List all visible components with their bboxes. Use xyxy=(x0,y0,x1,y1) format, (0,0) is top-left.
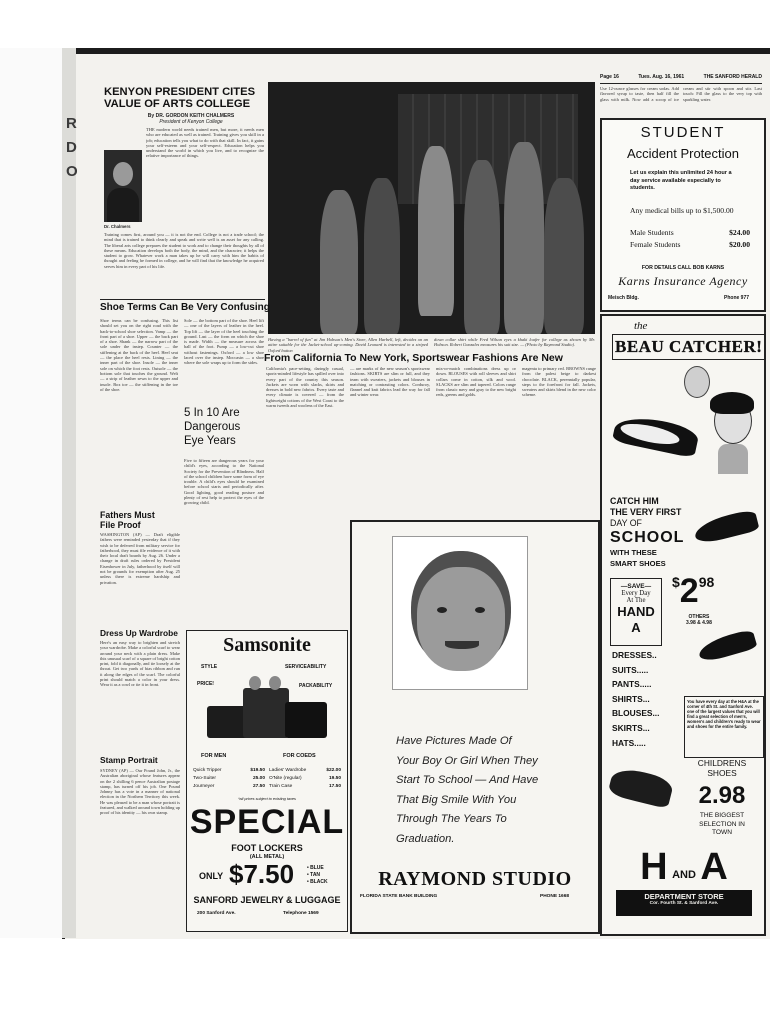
stamp-body: SYDNEY (AP) — Our Pound John, Jr., the Australian aboriginal whose features appear on the 2 shilling 6 pence Australian postage stamp, has turned off his job. One Pound Johnny has a vote in a manner of national election in the Northern Territory this week. He was pleased to be a man whose portrait is featured, and walked around town holding up proof of his identity — his own stamp. xyxy=(100,768,180,816)
store-phone: Telephone 1569 xyxy=(283,911,319,916)
samsonite-ad xyxy=(186,630,348,932)
kenyon-headline: KENYON PRESIDENT CITES VALUE OF ARTS COLLEGE xyxy=(104,86,256,110)
paper-name: THE SANFORD HERALD xyxy=(703,74,762,80)
photo-caption-right: down collar shirt while Fred Wilson eyes a khaki loafer for college as shown by Mr. Hobson. Robert Gonzales measures his suit size. — (Photo by Raymond Studio). xyxy=(434,337,595,348)
store-name: SANFORD JEWELRY & LUGGAGE xyxy=(193,895,341,905)
chalmers-caption: Dr. Chalmers xyxy=(104,224,131,229)
raymond-building: FLORIDA STATE BANK BUILDING xyxy=(360,894,438,899)
sportswear-col3: mix-or-match combinations dress up or down. BLOUSES with roll sleeves and shirt collars come in cotton, silk and wool. SLACKS are slim and tapered. Colors range from classic navy and gray to the new bright reds, greens and golds. xyxy=(436,366,516,398)
arc-left: STYLE xyxy=(201,664,218,670)
couple-illustration xyxy=(614,366,758,486)
store-address: 200 Sanford Ave. xyxy=(197,911,236,916)
oxford-illustration xyxy=(607,765,674,809)
student-accident-ad xyxy=(600,118,766,312)
biggest-selection: THE BIGGEST SELECTION IN TOWN xyxy=(699,812,745,836)
sportswear-headline: From California To New York, Sportswear Fashions Are New xyxy=(264,352,563,364)
sportswear-col4: magenta to primary red. BROWNS range from the palest beige to darkest chocolate. BLACK, perennially popular, steps to the forefront for fall. Jackets, sweaters and skirts blend in the new color scheme. xyxy=(522,366,596,398)
for-coeds-heading: FOR COEDS xyxy=(283,753,316,759)
for-men-heading: FOR MEN xyxy=(201,753,227,759)
childrens-shoes: CHILDRENS SHOES xyxy=(697,758,747,778)
arc-right: SERVICEABILITY xyxy=(285,664,327,670)
female-students-row: Female Students $20.00 xyxy=(630,240,750,249)
price-note: *all prices subject to existing taxes xyxy=(238,797,296,801)
all-metal: (ALL METAL) xyxy=(249,854,285,860)
shoe-terms-col2: Sole — the bottom part of the shoe. Heel lift — one of the layers of leather in the heel. Top lift — the layer of the heel touching the ground. Last — the form on which the shoe is made. Width — the measure across the ball of the foot. Pump — a low-cut shoe without fastenings. Oxford — a low shoe laced over the instep. Moccasin — a shoe where the sole wraps up to form the sides. xyxy=(184,318,264,366)
beau-catcher-ad xyxy=(600,314,766,936)
save-box: —SAVE— Every Day At The HAND A xyxy=(610,578,662,646)
beau-catcher-title: BEAU CATCHER! xyxy=(612,334,766,360)
only-label: ONLY xyxy=(199,871,224,881)
mid-right: PACKABILITY xyxy=(299,683,333,689)
student-body: Let us explain this unlimited 24 hour a day service available especially to students. xyxy=(630,170,732,192)
kenyon-lead: THE modern world needs trained men, but more, it needs men who are educated as well as trained. Training gives you skill in a job; education tells you what to do with that skill. In fact, it gains your self-esteem and your self-respect. Education helps you understand the world in which you live, and to recognize the relative importance of things. xyxy=(146,127,264,159)
raymond-name: RAYMOND STUDIO xyxy=(378,868,572,890)
men-price-list xyxy=(193,767,265,791)
page-number: Page 16 xyxy=(600,74,619,80)
medical-bills: Any medical bills up to $1,500.00 xyxy=(630,206,734,215)
dress-up-body: Here's an easy way to brighten and stretch your wardrobe. Make a colorful scarf to wear around your neck with a plain dress. Make this unusual scarf of a square of bright cotton print, fold it diagonally, and tie loosely at the throat. Get two yards of bias ribbon and run it along the edges of the scarf. The colorful print should match a color in your dress. Wear it as a cowl or tie it in front. xyxy=(100,640,180,688)
chalmers-photo xyxy=(104,150,142,222)
shoe-price: $298 xyxy=(672,572,715,610)
edge-letters xyxy=(66,112,76,184)
price-row: Journeyer 27.50 xyxy=(193,784,265,789)
pump-illustration-2 xyxy=(696,628,757,663)
price-row: O'Nite (regular) 19.50 xyxy=(269,776,341,781)
locker-price: $7.50 xyxy=(229,859,295,889)
agency-name: Karns Insurance Agency xyxy=(618,274,748,288)
page-margin xyxy=(0,48,62,938)
kenyon-byline: By DR. GORDON KEITH CHALMERS President of Kenyon College xyxy=(147,113,235,125)
fathers-headline: Fathers Must File Proof xyxy=(100,510,155,530)
details-line: FOR DETAILS CALL BOB KARNS xyxy=(641,265,725,271)
save-note: You have every day at the H&A at the corner of 4th St. and Sanford Ave. one of the largest values that you will find a great selection of men's, women's and children's ready to wear and shoes for the entire family. xyxy=(684,696,764,758)
soda-snippet: Use 12-ounce glasses for cream sodas. Add flavored syrup to taste, then half fill the glass with milk. Now add a scoop of ice cream and stir with spoon and stir. Last touch: Fill the glass to the very top with sparkling water. xyxy=(600,86,762,102)
catch-text: CATCH HIM THE VERY FIRST DAY OF SCHOOL WITH THESE SMART SHOES xyxy=(610,496,685,568)
sportswear-col1: California's pace-setting, daringly casual, sports-minded lifestyle has spilled over into every part of the country this season. Jackets are worn with slacks, skirts and dresses in bold new fabrics. Every taste and every climate is covered — from the lightweight cottons of the West Coast to the warm tweeds and woolens of the East. xyxy=(266,366,344,409)
agency-building: Meisch Bldg. xyxy=(608,295,639,301)
child-shoe-price: 2.98 xyxy=(698,782,746,809)
stamp-headline: Stamp Portrait xyxy=(100,755,158,765)
photo-caption-left: Having a "barrel of fun" at Jim Hobson's Men's Store, Allen Harbell, left, decides on an attire suitable for the Jacket-school up-coming. David Leonard is interested in a striped Oxford button xyxy=(268,337,428,353)
store-photo xyxy=(268,82,595,334)
accident-subtitle: Accident Protection xyxy=(626,146,739,161)
eye-years-headline: 5 In 10 Are Dangerous Eye Years xyxy=(184,407,241,447)
price-row: Ladies' Wardrobe $22.00 xyxy=(269,768,341,773)
kenyon-body: Training comes first, around you — it is not the end. College is not a trade school; the mind that is trained to think clearly and speak and write well is an asset for any calling. The liberal arts college prepares the student to work and to change their thoughts by all of these means. Education develops both the body, the mind, and the character; it helps the student to grow. Whatever work a man takes up he will carry with him the habits of thought and feeling he formed in college, and he will find that the knowledge he acquired serves him in every part of his life. xyxy=(104,232,264,269)
price-row: Quick Tripper $19.50 xyxy=(193,768,265,773)
luggage-illustration xyxy=(207,676,327,746)
edge-letter: R xyxy=(66,115,77,132)
student-title: STUDENT xyxy=(640,124,726,141)
raymond-copy: Have Pictures Made Of Your Boy Or Girl When They Start To School — And Have That Big Smile With You Through The Years To Graduation. xyxy=(396,735,539,845)
foot-lockers: FOOT LOCKERS xyxy=(231,843,303,853)
samsonite-brand: Samsonite xyxy=(223,634,311,656)
special-title: SPECIAL xyxy=(189,803,345,841)
price-row: Train Case 17.50 xyxy=(269,784,341,789)
masthead xyxy=(600,74,762,84)
raymond-studio-ad xyxy=(350,520,600,934)
child-portrait xyxy=(392,536,528,690)
fathers-body: WASHINGTON (AP) — Draft eligible fathers were reminded yesterday that if they wish to be deferred from military service for fatherhood, they must file evidence of it with their local draft boards by Aug. 26. Under a change in draft rules ordered by President Eisenhower in July, fatherhood by itself will not be grounds for exemption after Aug. 25 unless there is extreme hardship and privation. xyxy=(100,532,180,585)
h-and-a-logo: H AND A xyxy=(640,846,728,888)
dress-up-headline: Dress Up Wardrobe xyxy=(100,628,178,638)
sportswear-col2: — are marks of the new season's sportswear fashions. SKIRTS are slim or full, and they team with sweaters, jackets and blouses in matching or contrasting colors. Corduroy, flannel and knit fabrics lead the way for fall and winter wear. xyxy=(350,366,430,398)
shoe-terms-col1: Shoe terms can be confusing. This list should set you on the right road with the back-to-school shoe selection. Vamp — the front part of a shoe. Upper — the back part of a shoe. Shank — the narrow part of the sole under the instep. Counter — the stiffening at the back of the heel. Heel seat — the place the heel rests. Lining — the inner part of the shoe. Insole — the inner sole on which the foot rests. Outsole — the bottom sole that touches the ground. Welt — a strip of leather sewn to the upper and insole. Box toe — the stiffening in the toe of the shoe. xyxy=(100,318,178,392)
price-row: Two-Suiter 25.00 xyxy=(193,776,265,781)
edge-letter: O xyxy=(66,163,78,180)
locker-colors: • BLUE • TAN • BLACK xyxy=(307,865,328,885)
raymond-phone: PHONE 1668 xyxy=(540,894,570,899)
clothing-list: DRESSES.. SUITS..... PANTS..... SHIRTS... BLOUSES... SKIRTS... HATS..... xyxy=(612,650,660,748)
edge-letter: D xyxy=(66,139,77,156)
divider xyxy=(100,299,265,300)
agency-phone: Phone 977 xyxy=(724,295,750,301)
others-label: OTHERS 3.98 & 4.98 xyxy=(686,614,712,626)
pump-illustration-1 xyxy=(692,509,759,546)
dept-store-banner: DEPARTMENT STORE Cor. Fourth St. & Sanford Ave. xyxy=(616,890,752,916)
issue-date: Tues. Aug. 16, 1961 xyxy=(638,74,685,80)
shoe-terms-headline: Shoe Terms Can Be Very Confusing xyxy=(100,302,270,313)
male-students-row: Male Students $24.00 xyxy=(630,228,750,237)
mid-left: PRICE! xyxy=(197,681,214,687)
eye-years-body: Five to fifteen are dangerous years for your child's eyes, according to the National Society for the Prevention of Blindness. Half of the school children have some form of eye trouble. A child's eyes should be examined before school starts and periodically after. Good lighting, good reading posture and plenty of rest help to protect the eyes of the growing child. xyxy=(184,458,264,506)
the-label: the xyxy=(634,320,648,332)
coed-price-list xyxy=(269,767,341,791)
